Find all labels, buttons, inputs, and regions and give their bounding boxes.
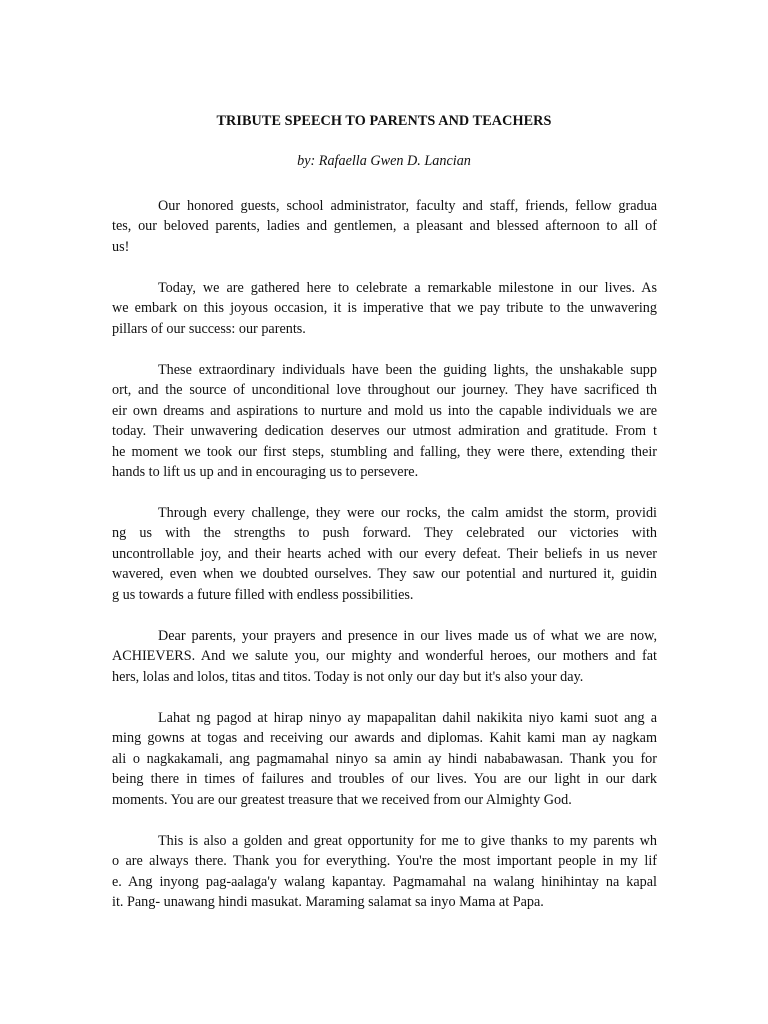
paragraph-line: Dear parents, your prayers and presence in our lives made us of what we are now, (158, 628, 657, 644)
paragraph-golden-opportunity (112, 831, 657, 913)
paragraph-line: g us towards a future filled with endless possibilities. (112, 586, 414, 603)
paragraph-gathering (112, 278, 657, 339)
paragraph-line: ming gowns at togas and receiving our awards and diplomas. Kahit kami man ay nagkam (112, 730, 657, 747)
paragraph-line: o are always there. Thank you for everything. You're the most important people in my lif (112, 853, 657, 870)
paragraph-line: This is also a golden and great opportunity for me to give thanks to my parents wh (158, 833, 657, 849)
paragraph-line: uncontrollable joy, and their hearts ached with our every defeat. Their beliefs in us never (112, 545, 657, 562)
paragraph-line: being there in times of failures and troubles of our lives. You are our light in our dark (112, 771, 657, 788)
paragraph-guiding-lights (112, 360, 657, 482)
paragraph-line: Lahat ng pagod at hirap ninyo ay mapapalitan dahil nakikita niyo kami suot ang a (158, 710, 657, 726)
paragraph-line: ort, and the source of unconditional love throughout our journey. They have sacrificed th (112, 382, 657, 399)
paragraph-line: hers, lolas and lolos, titas and titos. Today is not only our day but it's also your day. (112, 668, 584, 685)
paragraph-line: Through every challenge, they were our rocks, the calm amidst the storm, providi (158, 505, 657, 521)
paragraph-dear-parents (112, 626, 657, 687)
paragraph-line: wavered, even when we doubted ourselves. They saw our potential and nurtured it, guidin (112, 566, 657, 583)
paragraph-line: we embark on this joyous occasion, it is imperative that we pay tribute to the unwavering (112, 300, 657, 317)
paragraph-line: ng us with the strengths to push forward. They celebrated our victories with (112, 525, 657, 542)
paragraph-line: us! (112, 238, 130, 255)
document-byline: by: Rafaella Gwen D. Lancian (297, 153, 471, 169)
paragraph-line: ali o nagkakamali, ang pagmamahal ninyo sa amin ay hindi nababawasan. Thank you for (112, 750, 657, 767)
paragraph-line: today. Their unwavering dedication deserves our utmost admiration and gratitude. From t (112, 423, 657, 440)
paragraph-lahat-ng-pagod (112, 708, 657, 810)
paragraph-line: These extraordinary individuals have been the guiding lights, the unshakable supp (158, 362, 657, 378)
paragraph-line: moments. You are our greatest treasure that we received from our Almighty God. (112, 791, 572, 808)
paragraph-line: tes, our beloved parents, ladies and gentlemen, a pleasant and blessed afternoon to all of (112, 218, 657, 235)
paragraph-line: hands to lift us up and in encouraging us to persevere. (112, 463, 419, 480)
paragraph-line: eir own dreams and aspirations to nurture and mold us into the capable individuals we are (112, 402, 657, 419)
paragraph-line: e. Ang inyong pag-aalaga'y walang kapantay. Pagmamahal na walang hinihintay na kapal (112, 873, 657, 890)
paragraph-challenges (112, 503, 657, 605)
paragraph-line: Our honored guests, school administrator, faculty and staff, friends, fellow gradua (158, 198, 657, 214)
paragraph-line: he moment we took our first steps, stumbling and falling, they were there, extending their (112, 443, 657, 460)
paragraph-line: ACHIEVERS. And we salute you, our mighty and wonderful heroes, our mothers and fat (112, 648, 657, 665)
paragraph-line: it. Pang- unawang hindi masukat. Maraming salamat sa inyo Mama at Papa. (112, 894, 544, 911)
paragraph-line: pillars of our success: our parents. (112, 320, 306, 337)
paragraph-greeting (112, 196, 657, 257)
paragraph-line: Today, we are gathered here to celebrate a remarkable milestone in our lives. As (158, 280, 657, 296)
document-title: TRIBUTE SPEECH TO PARENTS AND TEACHERS (216, 113, 552, 129)
